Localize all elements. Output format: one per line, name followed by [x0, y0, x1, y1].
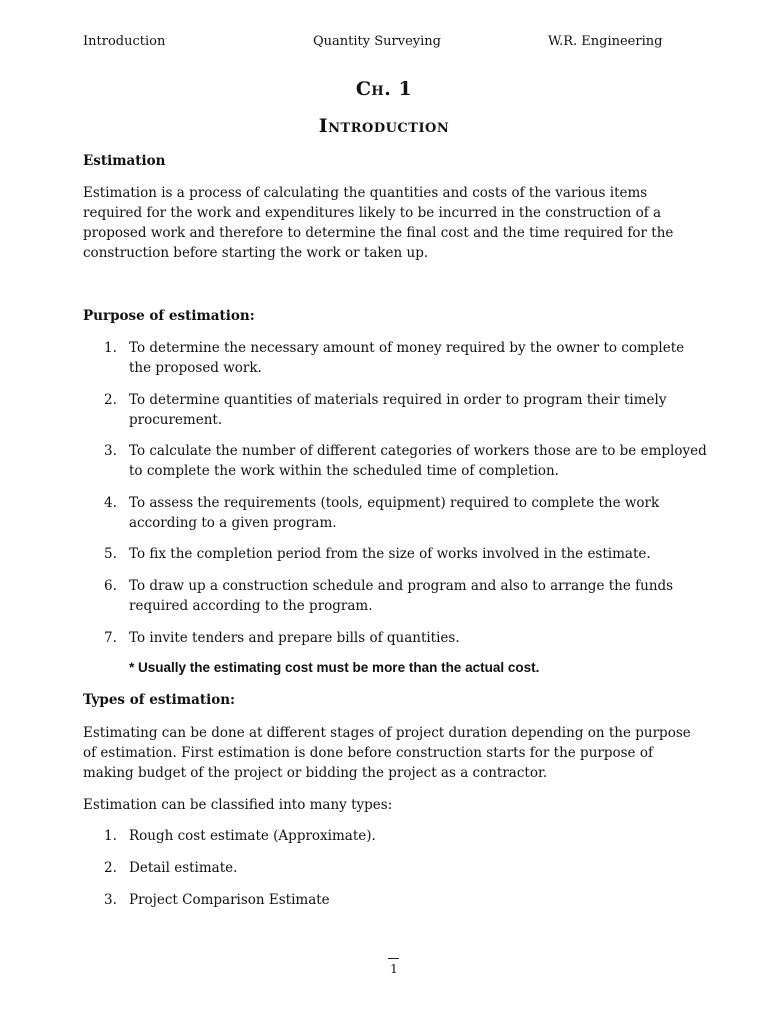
list-item-number: 3.: [104, 443, 117, 459]
list-item-number: 1.: [104, 828, 117, 844]
types-heading: Types of estimation:: [83, 692, 236, 708]
header-left: Introduction: [83, 34, 166, 49]
list-item-number: 4.: [104, 495, 117, 511]
list-item-text: Detail estimate.: [129, 860, 238, 876]
list-item-text: Project Comparison Estimate: [129, 892, 330, 908]
list-item-number: 5.: [104, 546, 117, 562]
list-item-number: 1.: [104, 340, 117, 356]
list-item-text: To draw up a construction schedule and program and also to arrange the funds required according to the program.: [129, 578, 674, 614]
header-right: W.R. Engineering: [548, 34, 663, 49]
list-item-text: To assess the requirements (tools, equipment) required to complete the work according to a given program.: [129, 495, 660, 531]
chapter-title: Introduction: [318, 115, 450, 137]
list-item-text: To fix the completion period from the size of works involved in the estimate.: [129, 546, 651, 562]
estimation-paragraph: Estimation is a process of calculating the quantities and costs of the various items required for the work and expenditures likely to be incurred in the construction of a proposed work and therefore to determine the final cost and the time required for the construction before starting the work or taken up.: [83, 185, 674, 261]
list-item-number: 6.: [104, 578, 117, 594]
chapter-number: Ch. 1: [355, 78, 413, 100]
list-item-text: To determine quantities of materials required in order to program their timely procurement.: [129, 392, 667, 428]
list-item-number: 3.: [104, 892, 117, 908]
cost-note: * Usually the estimating cost must be more than the actual cost.: [129, 660, 540, 675]
list-item-number: 2.: [104, 392, 117, 408]
footer-divider: [388, 958, 399, 959]
types-paragraph: Estimating can be done at different stages of project duration depending on the purpose of estimation. First estimation is done before construction starts for the purpose of making budget of the project or bidding the project as a contractor.: [83, 725, 691, 781]
page-number: 1: [390, 962, 398, 976]
header-center: Quantity Surveying: [313, 34, 441, 49]
list-item-text: To calculate the number of different categories of workers those are to be employed to complete the work within the scheduled time of completion.: [129, 443, 707, 479]
list-item-text: To determine the necessary amount of money required by the owner to complete the proposed work.: [129, 340, 685, 376]
list-item-text: To invite tenders and prepare bills of quantities.: [129, 630, 460, 646]
types-intro: Estimation can be classified into many types:: [83, 797, 393, 813]
list-item-number: 2.: [104, 860, 117, 876]
estimation-heading: Estimation: [83, 153, 166, 169]
purpose-heading: Purpose of estimation:: [83, 308, 255, 324]
list-item-text: Rough cost estimate (Approximate).: [129, 828, 376, 844]
list-item-number: 7.: [104, 630, 117, 646]
